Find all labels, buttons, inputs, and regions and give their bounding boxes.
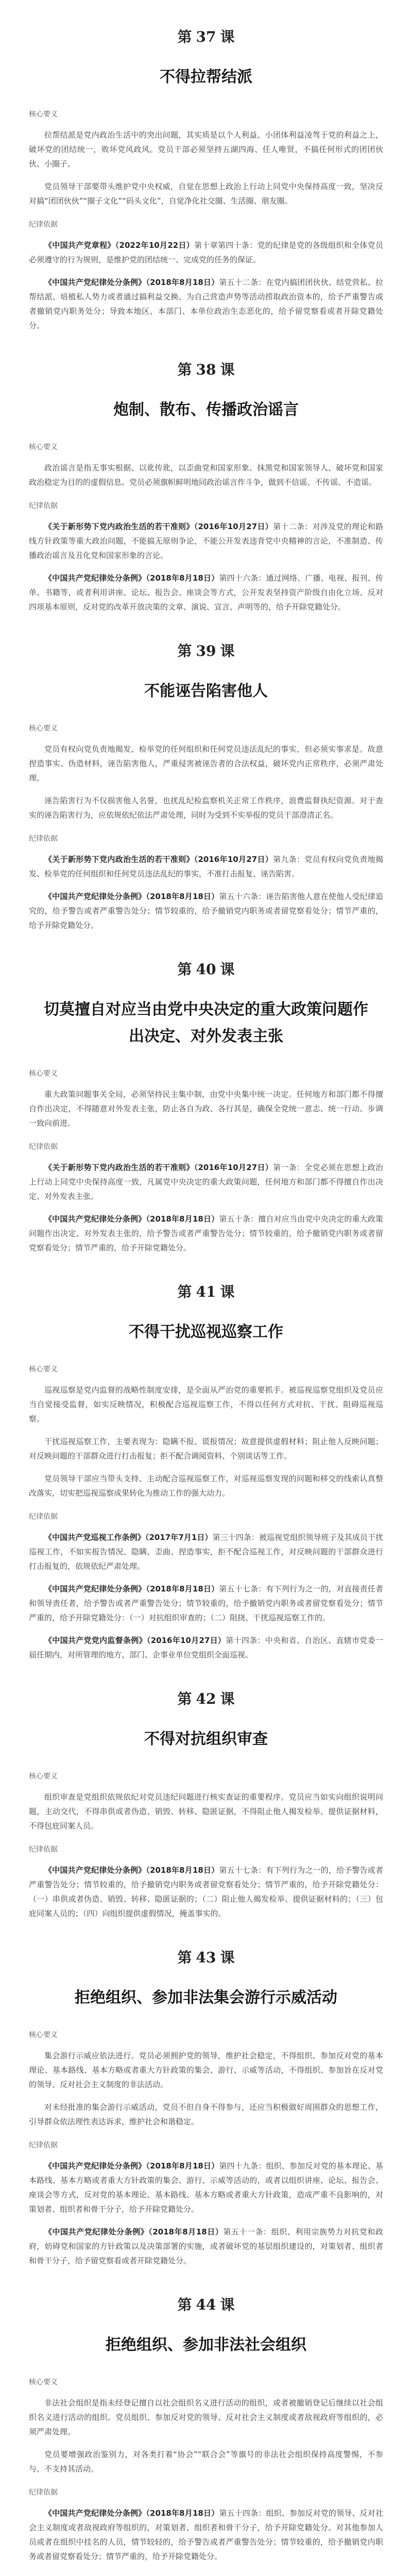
core-paragraph: 组织审查是党组织依规依纪对党员违纪问题进行核实查证的重要程序。党员应当如实向组织说明问题，主动交代，不得串供或者伪造、销毁、转移、隐匿证据，不得阻止他人揭发检举、提供证据材料，不得包庇同案人员。 — [29, 1792, 383, 1831]
basis-source: 《中国共产党巡视工作条例》 — [44, 1533, 145, 1542]
core-label: 核心要义 — [29, 2031, 58, 2039]
lesson-number-prefix: 第 — [177, 1283, 192, 1300]
lesson-number-suffix: 课 — [220, 361, 235, 378]
lesson-section — [29, 959, 383, 1255]
lesson-section — [29, 2295, 383, 2564]
core-label: 核心要义 — [29, 2378, 58, 2386]
lesson-section — [29, 27, 383, 333]
basis-label: 纪律依据 — [29, 1513, 58, 1521]
lesson-number-heading — [29, 1282, 383, 1304]
basis-source: 《中国共产党纪律处分条例》 — [44, 2509, 146, 2518]
basis-source: 《关于新形势下党内政治生活的若干准则》 — [44, 855, 194, 864]
core-paragraph: 拉帮结派是党内政治生活中的突出问题，其实质是以个人利益、小团体利益凌驾于党的利益之上，破坏党的团结统一，败坏党风政风。党员干部必须坚持五湖四海、任人唯贤，不搞任何形式的团团伙伙、小圈子。 — [29, 130, 383, 168]
basis-paragraph — [29, 1530, 383, 1573]
lesson-section — [29, 360, 383, 614]
lesson-number-value: 37 — [196, 28, 216, 45]
lesson-number-heading — [29, 959, 383, 982]
basis-date: （2018年8月18日） — [146, 1214, 219, 1224]
basis-paragraph — [29, 852, 383, 881]
basis-paragraph — [29, 2225, 383, 2268]
lesson-title: 不得干扰巡视巡察工作 — [129, 1323, 283, 1341]
core-label: 核心要义 — [29, 443, 58, 451]
basis-paragraph — [29, 571, 383, 614]
basis-paragraph — [29, 1160, 383, 1204]
lesson-title: 炮制、散布、传播政治谣言 — [113, 401, 299, 419]
lesson-number-suffix: 课 — [220, 1283, 235, 1300]
lesson-section — [29, 641, 383, 933]
basis-date: （2017年7月1日） — [145, 1533, 213, 1542]
basis-date: （2018年8月18日） — [146, 892, 219, 901]
basis-date: （2016年10月27日） — [194, 1163, 273, 1172]
lesson-number-heading — [29, 27, 383, 49]
lesson-title: 拒绝组织、参加非法集会游行示威活动 — [75, 1989, 337, 2007]
basis-text: 第四十九条：组织、参加反对党的基本理论、基本路线、基本方略或者重大方针政策的集会、游行、示威等活动的，或者以组织讲座、论坛、报告会、座谈会等方式，反对党的基本理论、基本路线、基本方略或者重大方针政策，造成严重不良影响的，对策划者、组织者和骨干分子，给予开除党籍处分。 — [29, 2161, 383, 2214]
lesson-number-heading — [29, 1947, 383, 1970]
basis-source: 《中国共产党纪律处分条例》 — [44, 2161, 146, 2171]
basis-source: 《中国共产党党内监督条例》 — [44, 1636, 147, 1645]
lesson-number-heading — [29, 1689, 383, 1711]
lesson-number-prefix: 第 — [177, 1690, 192, 1707]
lesson-number-suffix: 课 — [220, 1690, 235, 1707]
basis-paragraph — [29, 519, 383, 563]
core-paragraph: 重大政策问题事关全局，必须坚持民主集中制，由党中央集中统一决定。任何地方和部门都不得擅自作出决定，不得随意对外发表主张，防止各自为政、各行其是，确保全党统一意志、统一行动、步调一致向前进。 — [29, 1090, 383, 1128]
lesson-number-value: 43 — [196, 1949, 216, 1966]
basis-source: 《关于新形势下党内政治生活的若干准则》 — [44, 1163, 194, 1172]
basis-text: 第九条：党员有权向党负责地揭发、检举党的任何组织和任何党员违法乱纪的事实，不准打击报复、诬告陷害。 — [29, 855, 383, 878]
basis-text: 第五十条：擅自对应当由党中央决定的重大政策问题作出决定、对外发表主张的，给予警告或者严重警告处分；情节较重的，给予撤销党内职务或者留党察看处分；情节严重的，给予开除党籍处分。 — [29, 1214, 383, 1252]
lesson-title: 切莫擅自对应当由党中央决定的重大政策问题作出决定、对外发表主张 — [44, 1001, 368, 1045]
lesson-number-prefix: 第 — [177, 961, 192, 978]
lesson-number-suffix: 课 — [220, 642, 235, 659]
lesson-number-heading — [29, 360, 383, 382]
basis-source: 《中国共产党纪律处分条例》 — [44, 2227, 149, 2236]
basis-date: （2018年8月18日） — [146, 573, 219, 583]
lesson-number-heading — [29, 641, 383, 664]
basis-source: 《中国共产党纪律处分条例》 — [44, 1866, 146, 1875]
basis-text: 第十二条：对涉及党的理论和路线方针政策等重大政治问题，不能搞无原则争论，不能公开发表违背党中央精神的言论，不准制造、传播政治谣言及丑化党和国家形象的言论。 — [29, 522, 383, 560]
core-paragraph: 党员领导干部要带头维护党中央权威，自觉在思想上政治上行动上同党中央保持高度一致，坚决反对搞“团团伙伙”“圈子文化”“码头文化”，自觉净化社交圈、生活圈、朋友圈。 — [29, 182, 383, 206]
basis-source: 《关于新形势下党内政治生活的若干准则》 — [44, 522, 194, 531]
basis-date: （2016年10月27日） — [194, 855, 273, 864]
basis-date: （2018年8月18日） — [146, 278, 219, 287]
basis-date: （2016年10月27日） — [194, 522, 273, 531]
basis-text: 第一条：全党必须在思想上政治上行动上同党中央保持高度一致，凡属党中央决定的重大政策问题，任何地方和部门都不得擅自作出决定、对外发表主张。 — [29, 1163, 383, 1201]
lesson-section — [29, 1947, 383, 2268]
basis-paragraph — [29, 2506, 383, 2564]
basis-paragraph — [29, 238, 383, 267]
basis-text: 第十章第四十条：党的纪律是党的各级组织和全体党员必须遵守的行为规则，是维护党的团结统一、完成党的任务的保证。 — [29, 241, 383, 264]
basis-paragraph — [29, 1582, 383, 1625]
basis-paragraph — [29, 1863, 383, 1921]
lesson-title: 不得对抗组织审查 — [144, 1730, 268, 1748]
basis-date: （2016年10月27日） — [146, 1636, 226, 1645]
basis-label: 纪律依据 — [29, 2141, 58, 2149]
basis-source: 《中国共产党纪律处分条例》 — [44, 1584, 146, 1594]
lesson-number-suffix: 课 — [220, 1949, 235, 1966]
lesson-number-suffix: 课 — [220, 28, 235, 45]
core-label: 核心要义 — [29, 724, 58, 733]
basis-text: 第三十四条：被巡视党组织领导班子及其成员干扰巡视工作，不如实报告情况、隐瞒、歪曲、捏造事实，拒不配合巡视工作，对反映问题的干部群众进行打击报复的，依规依纪严肃处理。 — [29, 1533, 383, 1571]
basis-label: 纪律依据 — [29, 221, 58, 229]
basis-label: 纪律依据 — [29, 1143, 58, 1151]
basis-paragraph — [29, 2159, 383, 2216]
basis-text: 第五十七条：有下列行为之一的，给予警告或者严重警告处分；情节较重的，给予撤销党内职务或者留党察看处分；情节严重的，给予开除党籍处分：（一）串供或者伪造、销毁、转移、隐匿证据的；（二）阻止他人揭发检举、提供证据材料的；（三）包庇同案人员的；（四）向组织提供虚假情况，掩盖事实的。 — [29, 1866, 383, 1918]
core-label: 核心要义 — [29, 1070, 58, 1078]
basis-date: （2018年8月18日） — [146, 2161, 219, 2171]
basis-text: 第五十一条：组织、利用宗族势力对抗党和政府，妨碍党和国家的方针政策以及决策部署的实施，或者破坏党的基层组织建设的，对策划者、组织者和骨干分子，给予留党察看或者开除党籍处分。 — [29, 2227, 383, 2265]
basis-source: 《中国共产党纪律处分条例》 — [44, 573, 146, 583]
lesson-number-value: 40 — [196, 961, 216, 978]
basis-source: 《中国共产党纪律处分条例》 — [44, 1214, 146, 1224]
core-paragraph: 干扰巡视巡察工作，主要表现为：隐瞒不报、谎报情况；故意提供虚假材料；阻止他人反映问题；对反映问题的干部群众进行打击报复；拒不配合调阅资料、个别谈话等工作。 — [29, 1437, 383, 1461]
lesson-number-prefix: 第 — [177, 1949, 192, 1966]
core-paragraph: 党员有权向党负责地揭发、检举党的任何组织和任何党员违法乱纪的事实，但必须实事求是。故意捏造事实、伪造材料，诬告陷害他人，严重侵害被诬告者的合法权益，破坏党内正常秩序，必须严肃处理。 — [29, 744, 383, 783]
basis-paragraph — [29, 1212, 383, 1255]
basis-paragraph — [29, 275, 383, 333]
lesson-title: 不能诬告陷害他人 — [144, 682, 268, 700]
core-paragraph: 巡视巡察是党内监督的战略性制度安排，是全面从严治党的重要抓手。被巡视巡察党组织及党员应当自觉接受监督，如实反映情况，积极配合巡视巡察工作，不得以任何方式对抗、干扰、阻碍巡视巡察。 — [29, 1385, 383, 1423]
basis-text: 第十四条：中央和省、自治区、直辖市党委一届任期内，对所管理的地方、部门、企事业单位党组织全面巡视。 — [29, 1636, 383, 1659]
basis-label: 纪律依据 — [29, 2488, 58, 2497]
core-label: 核心要义 — [29, 1772, 58, 1781]
core-paragraph: 集会游行示威应依法进行。党员必须拥护党的领导，维护社会稳定，不得组织、参加反对党的基本理论、基本路线、基本方略或者重大方针政策的集会、游行、示威等活动，不得组织、参加旨在反对党的领导、反对社会主义制度的非法活动。 — [29, 2051, 383, 2089]
core-paragraph: 政治谣言是指无事实根据、以讹传讹，以歪曲党和国家形象、抹黑党和国家领导人、破坏党和国家政治稳定为目的的虚假信息。党员必须旗帜鲜明地同政治谣言作斗争，做到不信谣、不传谣、不造谣。 — [29, 463, 383, 487]
basis-date: （2018年8月18日） — [146, 2509, 219, 2518]
lesson-number-prefix: 第 — [177, 361, 192, 378]
lesson-number-value: 42 — [196, 1690, 216, 1707]
lesson-number-prefix: 第 — [177, 2296, 192, 2313]
core-paragraph: 诬告陷害行为不仅损害他人名誉，也扰乱纪检监察机关正常工作秩序，浪费监督执纪资源。对于查实的诬告陷害行为，应依规依纪依法严肃处理，同时为受到不实举报的党员干部澄清正名。 — [29, 796, 383, 820]
basis-source: 《中国共产党章程》 — [44, 241, 115, 250]
core-paragraph: 党员领导干部应当带头支持、主动配合巡视巡察工作，对巡视巡察发现的问题和移交的线索认真整改落实，切实把巡视巡察成果转化为推动工作的强大动力。 — [29, 1474, 383, 1498]
basis-text: 第四十六条：通过网络、广播、电视、报刊、传单、书籍等，或者利用讲座、论坛、报告会、座谈会等方式，公开发表坚持资产阶级自由化立场、反对四项基本原则，反对党的改革开放决策的文章、演说、宣言、声明等的，给予开除党籍处分。 — [29, 573, 383, 612]
basis-source: 《中国共产党纪律处分条例》 — [44, 278, 146, 287]
basis-paragraph — [29, 1633, 383, 1662]
lesson-section — [29, 1282, 383, 1662]
basis-date: （2018年8月18日） — [146, 1584, 219, 1594]
lesson-number-value: 39 — [196, 642, 216, 659]
lesson-number-value: 44 — [196, 2296, 216, 2313]
lesson-number-value: 41 — [196, 1283, 216, 1300]
basis-label: 纪律依据 — [29, 502, 58, 510]
lesson-title: 拒绝组织、参加非法社会组织 — [106, 2336, 306, 2354]
basis-source: 《中国共产党纪律处分条例》 — [44, 892, 146, 901]
core-paragraph: 对未经批准的集会游行示威活动，党员不但自身不得参与，还应当积极做好周围群众的思想工作，引导群众依法理性表达诉求，维护社会和谐稳定。 — [29, 2103, 383, 2126]
core-label: 核心要义 — [29, 1365, 58, 1374]
basis-date: （2018年8月18日） — [148, 2227, 224, 2236]
core-paragraph: 党员要增强政治鉴别力，对各类打着“协会”“联合会”等旗号的非法社会组织保持高度警惕，不参与、不支持其活动。 — [29, 2450, 383, 2473]
lesson-number-suffix: 课 — [220, 961, 235, 978]
lesson-section — [29, 1689, 383, 1921]
basis-label: 纪律依据 — [29, 835, 58, 843]
basis-text: 第五十七条：有下列行为之一的，对直接责任者和领导责任者，给予警告或者严重警告处分；情节较重的，给予撤销党内职务或者留党察看处分；情节严重的，给予开除党籍处分：（一）对抗组织审查的；（二）阻挠、干扰巡视巡察工作的。 — [29, 1584, 383, 1622]
basis-date: （2022年10月22日） — [115, 241, 195, 250]
lesson-number-heading — [29, 2295, 383, 2317]
basis-text: 第五十四条：组织、参加反对党的领导、反对社会主义制度或者敌视政府等组织的，对策划者、组织者和骨干分子，给予开除党籍处分。对其他参加人员或者在组织中挂名的人员，情节较轻的，给予警告或者严重警告处分；情节较重的，给予撤销党内职务或者留党察看处分；情节严重的，给予开除党籍处分。 — [29, 2509, 383, 2561]
core-label: 核心要义 — [29, 110, 58, 118]
basis-paragraph — [29, 889, 383, 933]
lesson-number-suffix: 课 — [220, 2296, 235, 2313]
basis-text: 第五十二条：在党内搞团团伙伙、结党营私、拉帮结派、培植私人势力或者通过搞利益交换、为自己营造声势等活动捞取政治资本的，给予严重警告或者撤销党内职务处分；导致本地区、本部门、本单位政治生态恶化的，给予留党察看或者开除党籍处分。 — [29, 278, 383, 330]
basis-text: 第五十六条：诬告陷害他人意在使他人受纪律追究的，给予警告或者严重警告处分；情节较重的，给予撤销党内职务或者留党察看处分；情节严重的，给予开除党籍处分。 — [29, 892, 383, 930]
basis-label: 纪律依据 — [29, 1845, 58, 1854]
core-paragraph: 非法社会组织是指未经登记擅自以社会组织名义进行活动的组织，或者被撤销登记后继续以社会组织名义进行活动的组织。党员组织、参加反对党的领导、反对社会主义制度或者敌视政府等组织的，必须严肃处理。 — [29, 2398, 383, 2436]
lesson-number-prefix: 第 — [177, 642, 192, 659]
lesson-title: 不得拉帮结派 — [160, 68, 252, 86]
lesson-number-prefix: 第 — [177, 28, 192, 45]
basis-date: （2018年8月18日） — [146, 1866, 219, 1875]
lesson-number-value: 38 — [196, 361, 216, 378]
